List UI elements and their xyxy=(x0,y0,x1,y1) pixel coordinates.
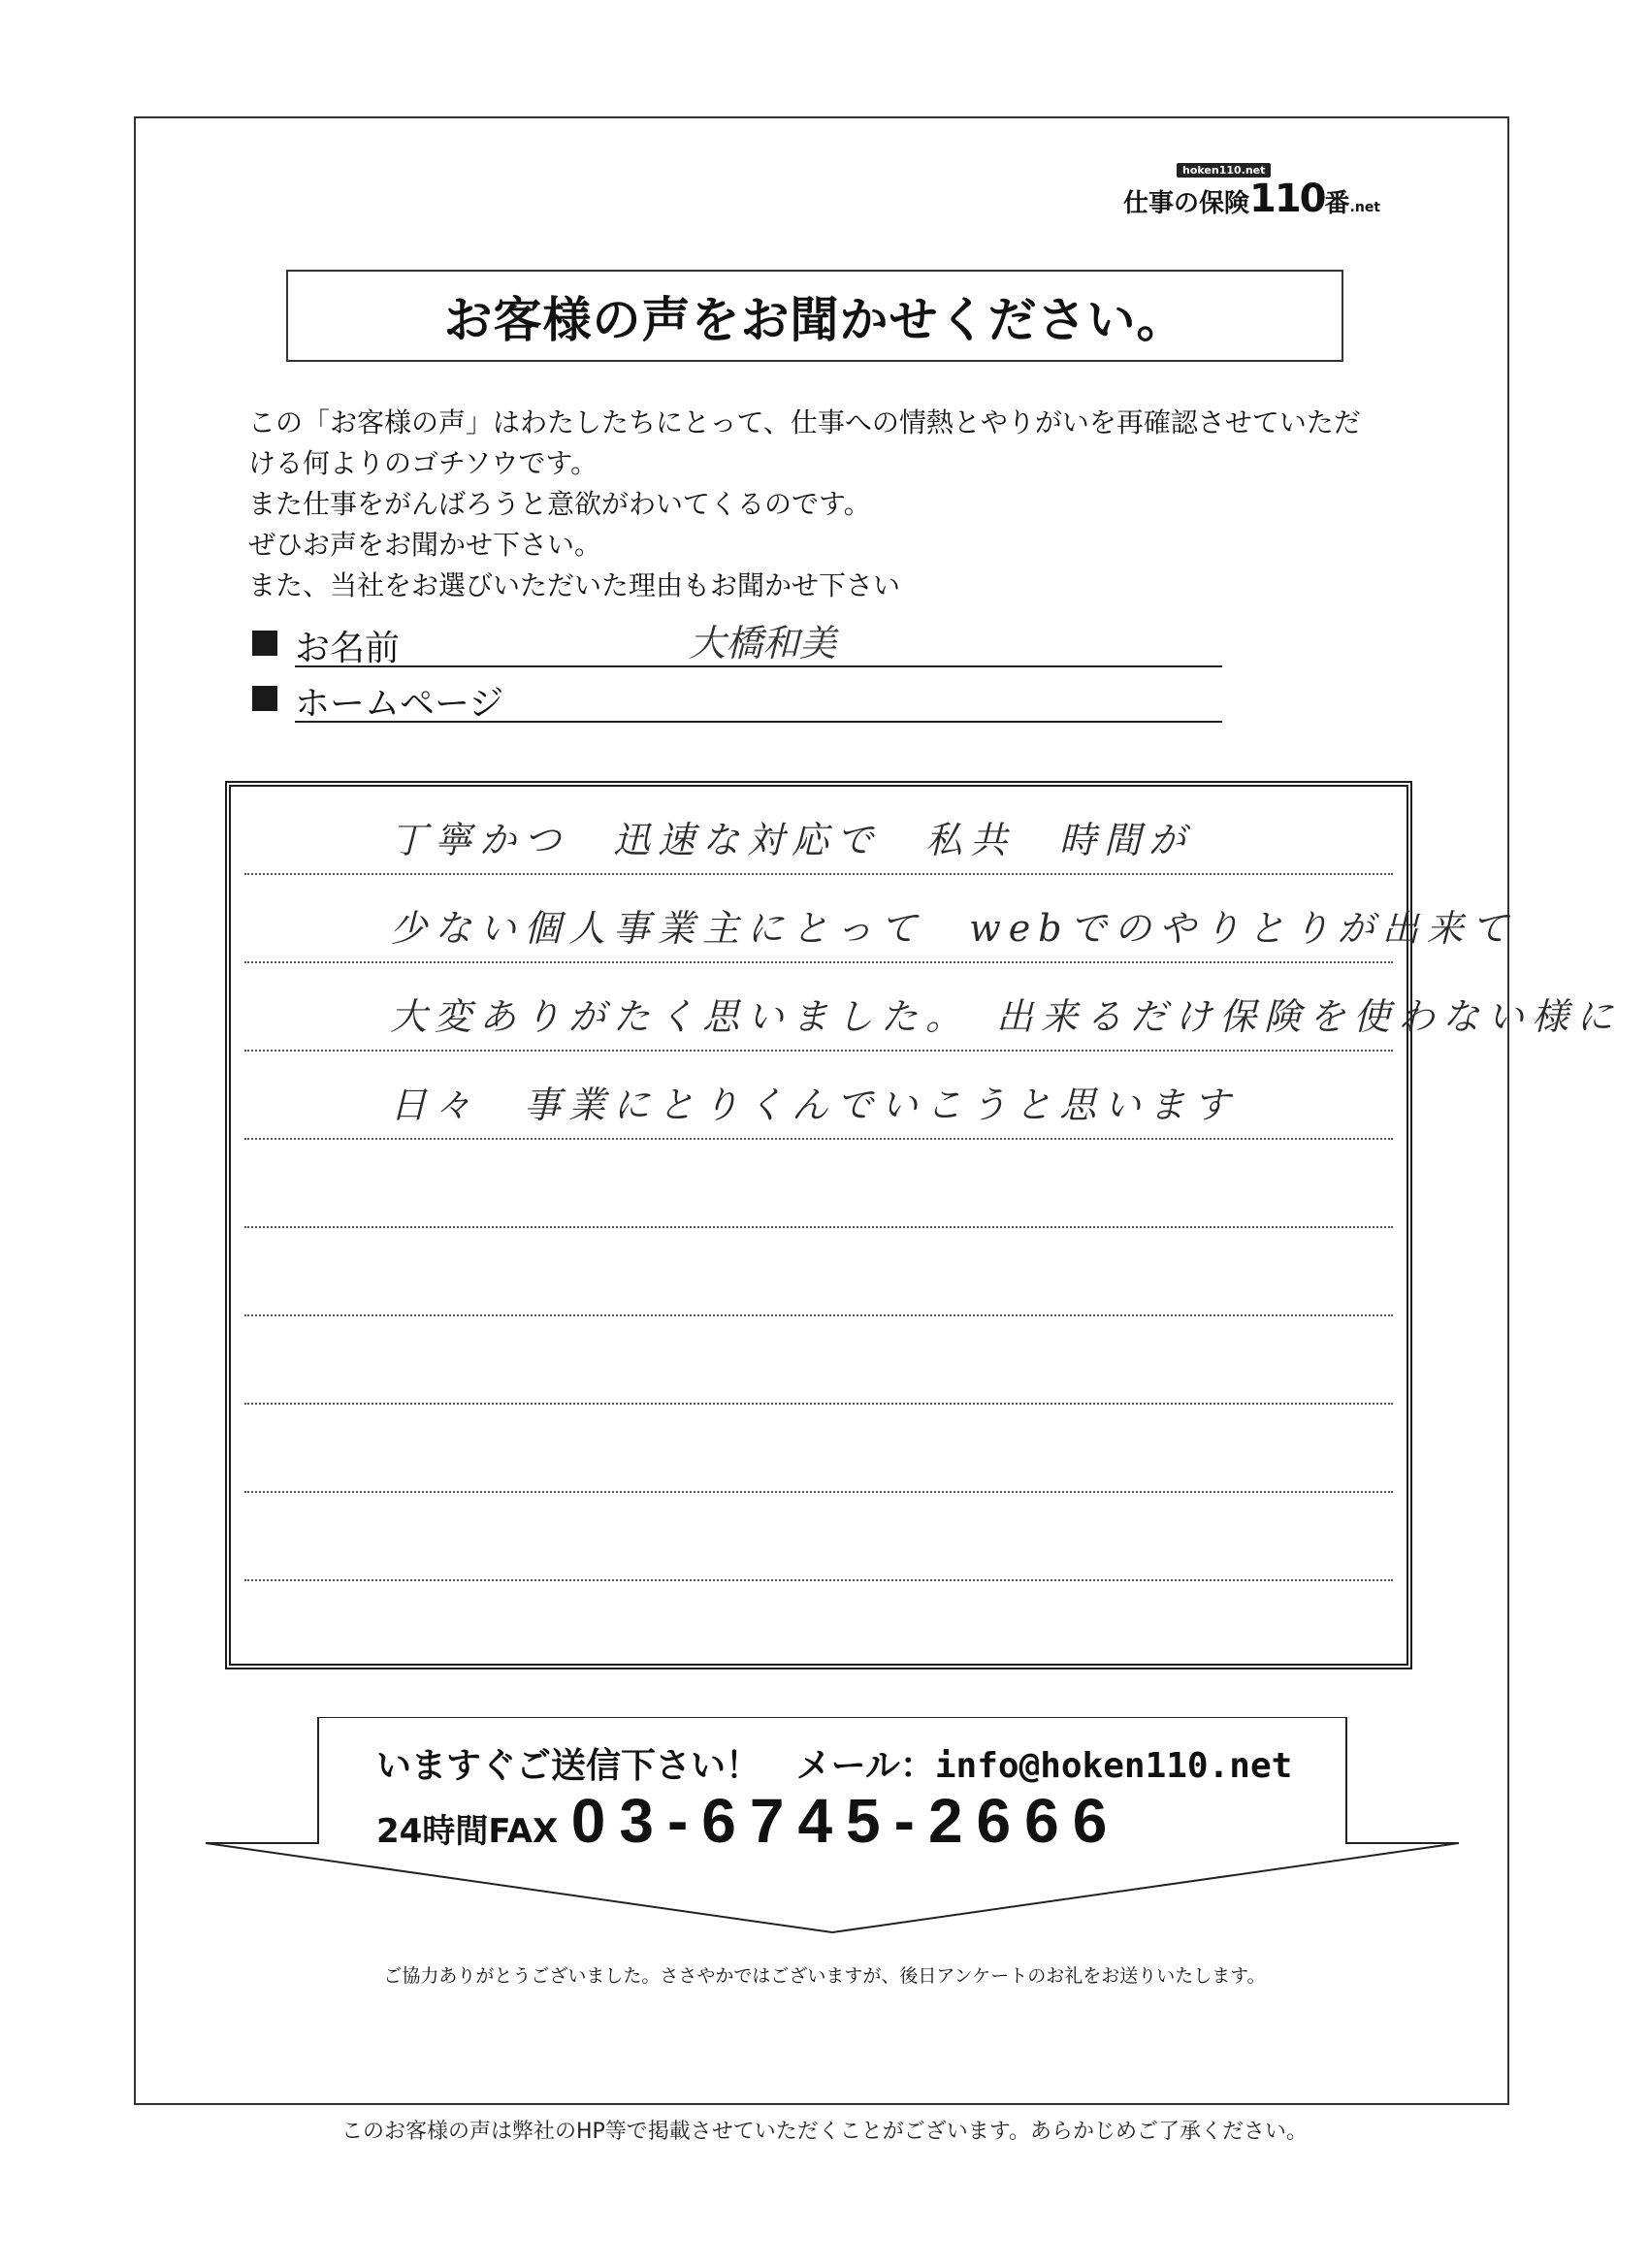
company-logo xyxy=(1123,163,1414,221)
comment-text: 日々 事業にとりくんでいこうと思います xyxy=(390,1084,1239,1126)
send-arrow-banner xyxy=(206,1717,1459,1940)
comment-text: 少ない個人事業主にとって webでのやりとりが出来て xyxy=(390,907,1516,950)
fax-label: 24時間FAX xyxy=(376,1812,559,1851)
comment-line xyxy=(244,1228,1393,1316)
comment-line xyxy=(244,787,1393,875)
publication-footnote: このお客様の声は弊社のHP等で掲載させていただくことがございます。あらかじめご了承ください。 xyxy=(340,2120,1309,2144)
logo-domain-badge: hoken110.net xyxy=(1177,163,1271,178)
logo-number: 110 xyxy=(1249,177,1325,221)
comment-line xyxy=(244,963,1622,1052)
homepage-field[interactable] xyxy=(252,674,1222,723)
email-contact[interactable] xyxy=(796,1746,1293,1786)
fax-number[interactable]: 03-6745-2666 xyxy=(570,1786,1121,1856)
logo-name: 仕事の保険 xyxy=(1123,189,1250,218)
intro-line: ける何よりのゴチソウです。 xyxy=(248,447,598,479)
intro-line: また、当社をお選びいただいた理由もお聞かせ下さい xyxy=(248,569,901,601)
intro-line: また仕事をがんばろうと意欲がわいてくるのです。 xyxy=(248,488,871,520)
comment-line xyxy=(244,1493,1393,1581)
email-label: メール： xyxy=(795,1746,935,1786)
comment-line xyxy=(244,1140,1393,1228)
cta-send-now: いますぐご送信下さい！ xyxy=(376,1746,761,1786)
bullet-square-icon xyxy=(252,686,277,711)
comment-line xyxy=(244,1405,1393,1493)
name-value[interactable]: 大橋和美 xyxy=(689,622,837,664)
name-field[interactable] xyxy=(252,619,1222,667)
homepage-underline xyxy=(295,721,1222,723)
logo-suffix: 番 xyxy=(1324,189,1350,218)
intro-line: この「お客様の声」はわたしたちにとって、仕事への情熱とやりがいを再確認させていただ xyxy=(248,406,1361,438)
bullet-square-icon xyxy=(252,631,277,656)
thanks-note: ご協力ありがとうございました。ささやかではございますが、後日アンケートのお礼をお送りいたします。 xyxy=(383,1965,1266,1987)
comment-line xyxy=(244,1052,1393,1140)
email-address[interactable]: info@hoken110.net xyxy=(934,1746,1293,1786)
comment-text: 丁寧かつ 迅速な対応で 私共 時間が xyxy=(390,819,1194,861)
name-label: お名前 xyxy=(295,629,401,668)
cta-line-2 xyxy=(376,1785,1120,1857)
logo-text xyxy=(1123,177,1380,221)
comment-line xyxy=(244,875,1516,963)
comment-line xyxy=(244,1316,1393,1405)
comment-line xyxy=(244,1581,1393,1668)
intro-text xyxy=(248,403,1412,606)
page-title: お客様の声をお聞かせください。 xyxy=(286,270,1343,362)
homepage-label: ホームページ xyxy=(295,684,504,724)
comment-box[interactable] xyxy=(225,781,1622,1669)
intro-line: ぜひお声をお聞かせ下さい。 xyxy=(248,529,602,561)
comment-text: 大変ありがたく思いました。 出来るだけ保険を使わない様に xyxy=(390,995,1622,1038)
cta-line-1 xyxy=(376,1738,1292,1788)
logo-domain: .net xyxy=(1349,200,1381,215)
